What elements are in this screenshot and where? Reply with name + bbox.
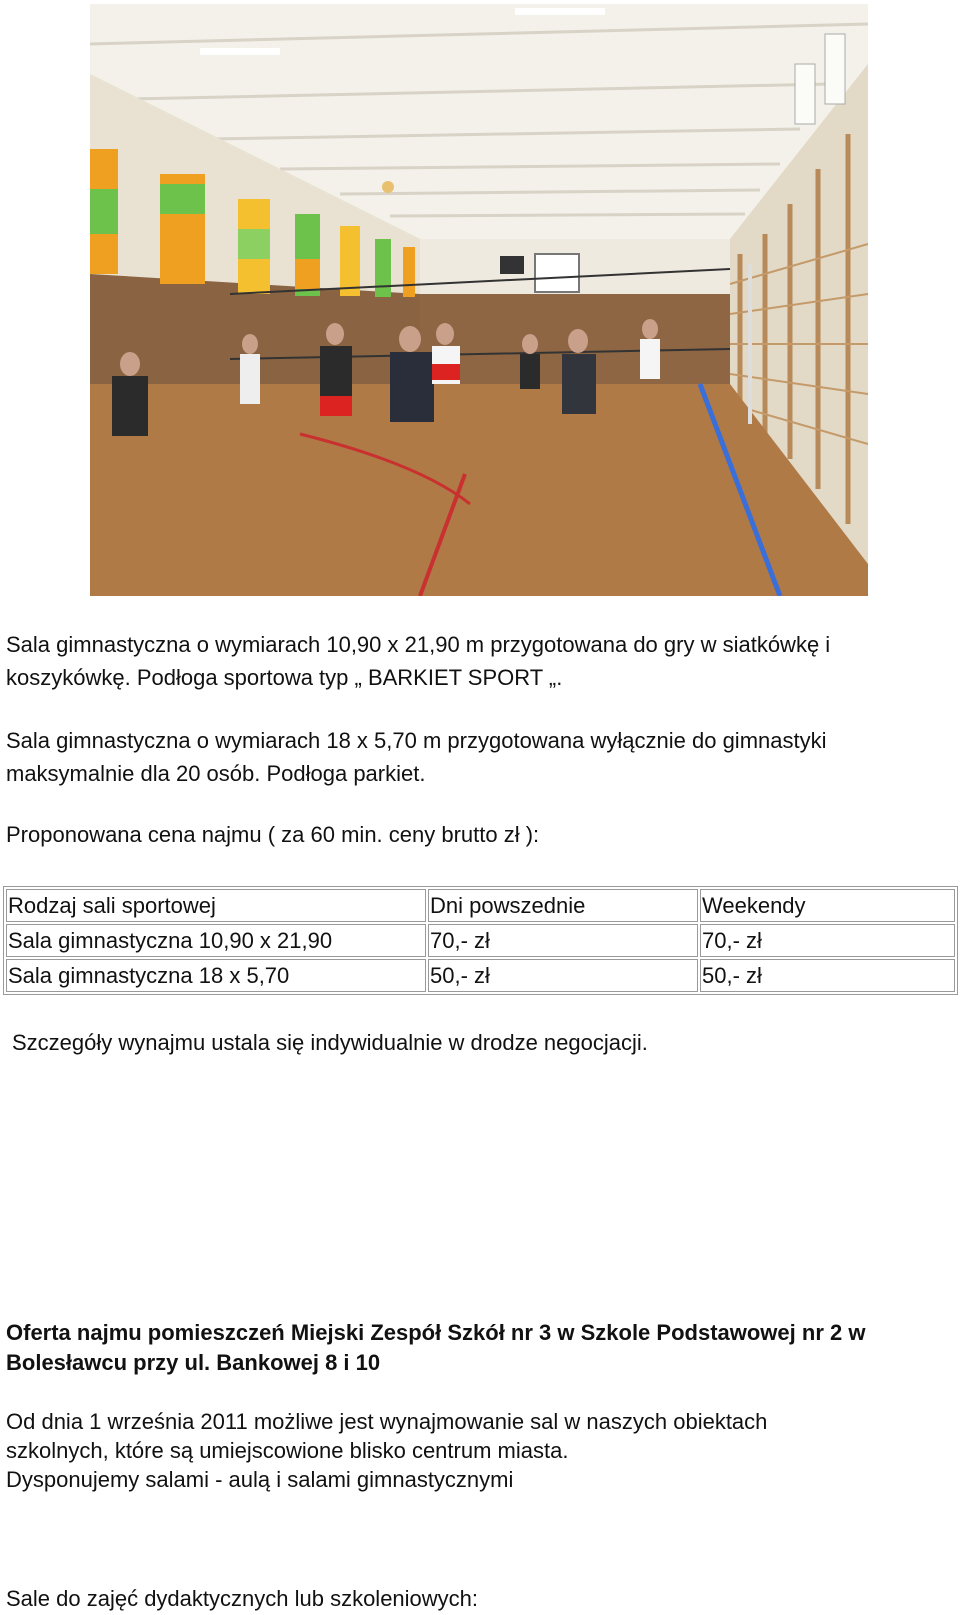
table-cell: 70,- zł	[700, 924, 955, 957]
table-row	[6, 924, 955, 957]
text-line: Od dnia 1 września 2011 możliwe jest wynajmowanie sal w naszych obiektach	[6, 1409, 768, 1434]
table-header-cell: Rodzaj sali sportowej	[6, 889, 426, 922]
table-cell: 50,- zł	[700, 959, 955, 992]
table-cell: Sala gimnastyczna 10,90 x 21,90	[6, 924, 426, 957]
table-row	[6, 959, 955, 992]
negotiation-note: Szczegóły wynajmu ustala się indywidualnie w drodze negocjacji.	[12, 1030, 648, 1055]
offer-heading: Oferta najmu pomieszczeń Miejski Zespół Szkół nr 3 w Szkole Podstawowej nr 2 w Bolesławcu przy ul. Bankowej 8 i 10	[6, 1320, 866, 1375]
price-table	[3, 886, 958, 995]
table-header-row	[6, 889, 955, 922]
text-line: Sala gimnastyczna o wymiarach 18 x 5,70 m przygotowana wyłącznie do gimnastyki	[6, 728, 827, 753]
text-line: szkolnych, które są umiejscowione blisko centrum miasta.	[6, 1438, 569, 1463]
table-cell: 50,- zł	[428, 959, 698, 992]
table-cell: Sala gimnastyczna 18 x 5,70	[6, 959, 426, 992]
hall-description-small	[6, 724, 827, 790]
text-line: koszykówkę. Podłoga sportowa typ „ BARKIET SPORT „.	[6, 665, 563, 690]
text-line: Dysponujemy salami - aulą i salami gimnastycznymi	[6, 1467, 514, 1492]
table-header-cell: Weekendy	[700, 889, 955, 922]
price-intro: Proponowana cena najmu ( za 60 min. ceny brutto zł ):	[6, 822, 540, 847]
text-line: Sala gimnastyczna o wymiarach 10,90 x 21,90 m przygotowana do gry w siatkówkę i	[6, 632, 831, 657]
offer-description	[6, 1407, 767, 1494]
halls-intro: Sale do zajęć dydaktycznych lub szkoleniowych:	[6, 1586, 479, 1611]
table-header-cell: Dni powszednie	[428, 889, 698, 922]
hall-description-large	[6, 628, 830, 694]
table-cell: 70,- zł	[428, 924, 698, 957]
gym-photo	[90, 4, 868, 596]
text-line: maksymalnie dla 20 osób. Podłoga parkiet.	[6, 761, 426, 786]
